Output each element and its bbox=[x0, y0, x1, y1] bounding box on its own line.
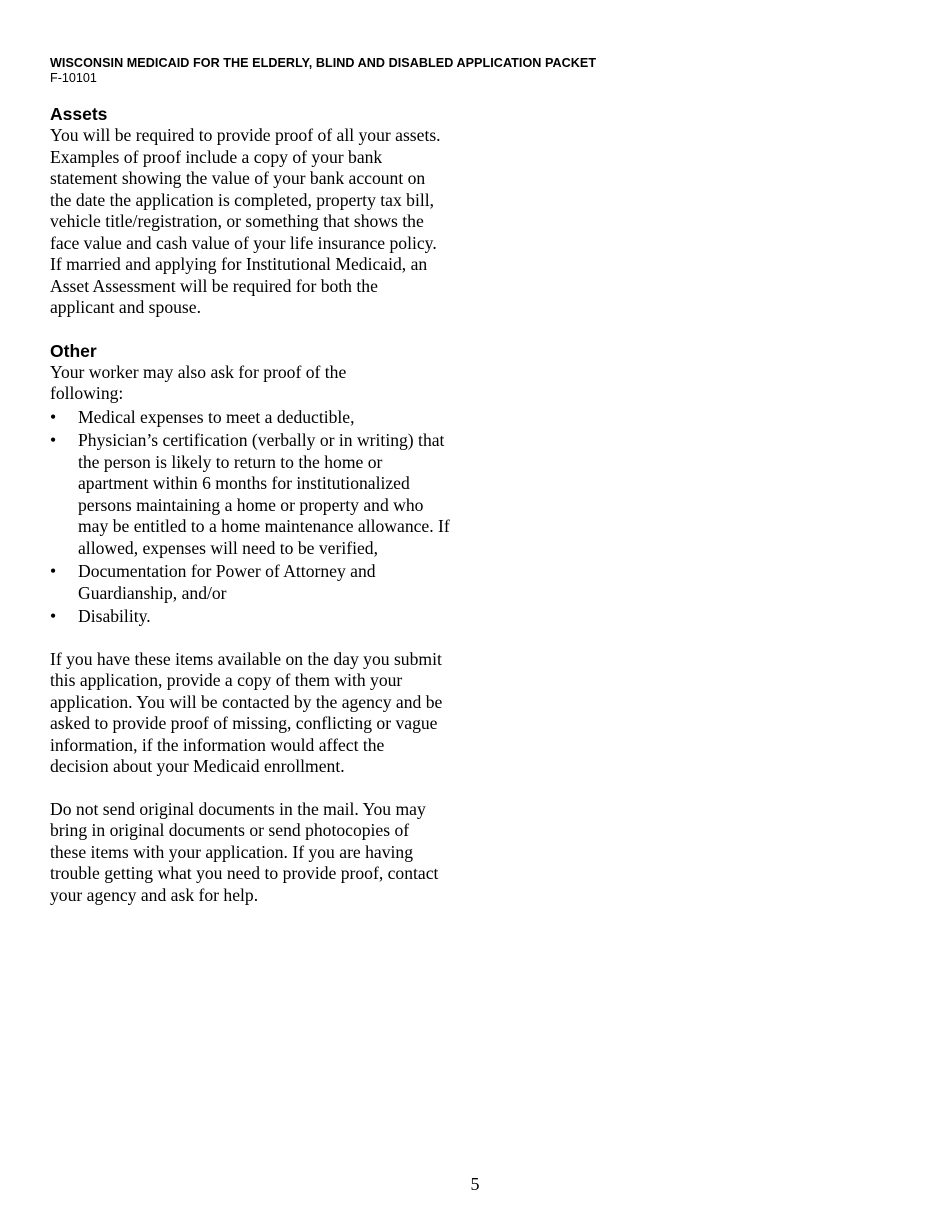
form-number: F-10101 bbox=[50, 71, 97, 85]
list-item-text: Physician’s certification (verbally or in writing) that the person is likely to return to the home or apartment within 6 months for institutionalized persons maintaining a home or property and who may be entitled to a home maintenance allowance. If allowed, expenses will need to be verified, bbox=[78, 430, 450, 558]
list-item-text: Medical expenses to meet a deductible, bbox=[78, 406, 355, 427]
packet-title: WISCONSIN MEDICAID FOR THE ELDERLY, BLIND AND DISABLED APPLICATION PACKET bbox=[50, 56, 597, 70]
items-available-paragraph: If you have these items available on the day you submit this application, provide a copy of them with your application. You will be contacted by the agency and be asked to provide proof of missing, conflicting or vague information, if the information would affect the decision about your Medicaid enrollment. bbox=[50, 648, 443, 776]
list-item-text: Documentation for Power of Attorney and Guardianship, and/or bbox=[78, 561, 376, 603]
assets-heading: Assets bbox=[50, 104, 108, 124]
bullet-icon: • bbox=[50, 406, 57, 427]
other-intro-paragraph: Your worker may also ask for proof of the following: bbox=[50, 361, 347, 403]
list-item bbox=[50, 561, 450, 604]
assets-paragraph: You will be required to provide proof of all your assets. Examples of proof include a copy of your bank statement showing the value of your bank account on the date the application is completed, property tax bill, vehicle title/registration, or something that shows the face value and cash value of your life insurance policy. If married and applying for Institutional Medicaid, an Asset Assessment will be required for both the applicant and spouse. bbox=[50, 125, 441, 317]
bullet-icon: • bbox=[50, 561, 57, 581]
proof-items-list bbox=[50, 407, 450, 628]
page-number: 5 bbox=[470, 1174, 480, 1194]
list-item-text: Disability. bbox=[78, 606, 151, 626]
other-heading: Other bbox=[50, 340, 97, 361]
list-item bbox=[50, 430, 450, 559]
bullet-icon: • bbox=[50, 606, 57, 626]
original-documents-paragraph: Do not send original documents in the mail. You may bring in original documents or send photocopies of these items with your application. If you are having trouble getting what you need to provide proof, contact your agency and ask for help. bbox=[50, 798, 439, 905]
document-header bbox=[50, 56, 596, 86]
list-item bbox=[50, 407, 450, 429]
content-column bbox=[50, 104, 470, 906]
list-item bbox=[50, 606, 450, 628]
bullet-icon: • bbox=[50, 430, 57, 450]
